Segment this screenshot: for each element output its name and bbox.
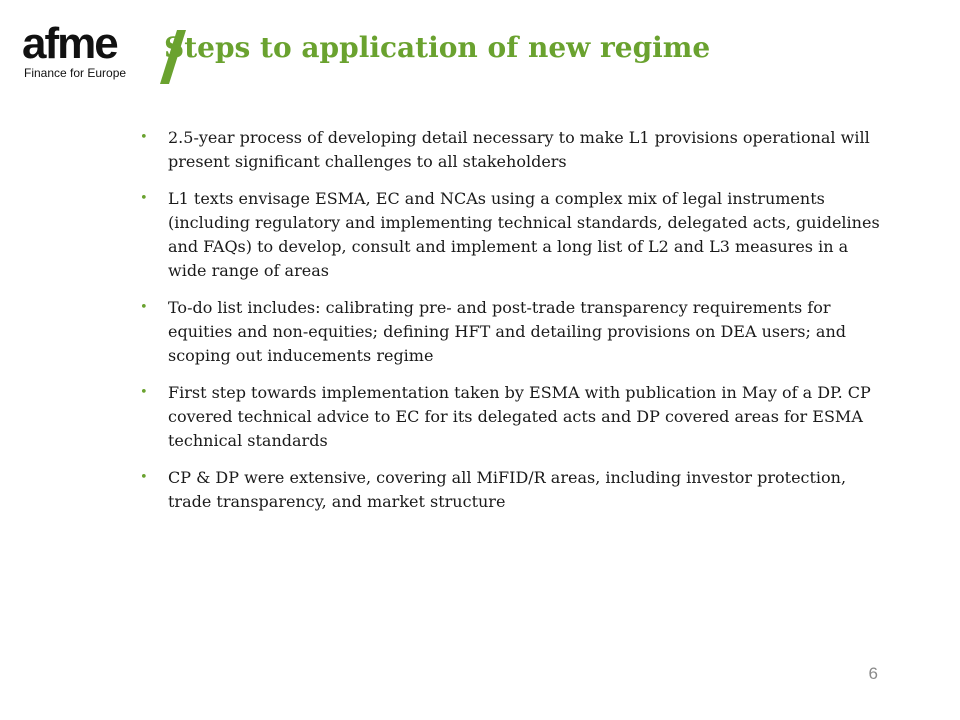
bullet-text: CP & DP were extensive, covering all MiFID/R areas, including investor protection, trade transparency, and market structure [168, 468, 847, 511]
bullet-text: First step towards implementation taken by ESMA with publication in May of a DP. CP covered technical advice to EC for its delegated acts and DP covered areas for ESMA technical standards [168, 383, 871, 450]
page-number: 6 [868, 664, 878, 683]
bullet-item [140, 126, 880, 174]
bullet-item [140, 466, 880, 514]
bullet-dot-icon: • [140, 130, 148, 145]
bullet-item [140, 187, 880, 283]
bullet-list [140, 126, 880, 527]
logo-tagline: Finance for Europe [24, 66, 127, 80]
bullet-dot-icon: • [140, 300, 148, 315]
bullet-dot-icon: • [140, 385, 148, 400]
bullet-item [140, 381, 880, 453]
bullet-item [140, 296, 880, 368]
bullet-text: To-do list includes: calibrating pre- and post-trade transparency requirements for equities and non-equities; defining HFT and detailing provisions on DEA users; and scoping out inducements regime [168, 298, 847, 365]
bullet-text: 2.5-year process of developing detail necessary to make L1 provisions operational will present significant challenges to all stakeholders [168, 128, 870, 171]
afme-logo [22, 19, 182, 84]
bullet-text: L1 texts envisage ESMA, EC and NCAs using a complex mix of legal instruments (including regulatory and implementing technical standards, delegated acts, guidelines and FAQs) to develop, consult and implement a long list of L2 and L3 measures in a wide range of areas [168, 189, 880, 280]
bullet-dot-icon: • [140, 470, 148, 485]
slide-title: Steps to application of new regime [164, 31, 711, 64]
bullet-dot-icon: • [140, 191, 148, 206]
logo-wordmark: afme [22, 19, 117, 68]
